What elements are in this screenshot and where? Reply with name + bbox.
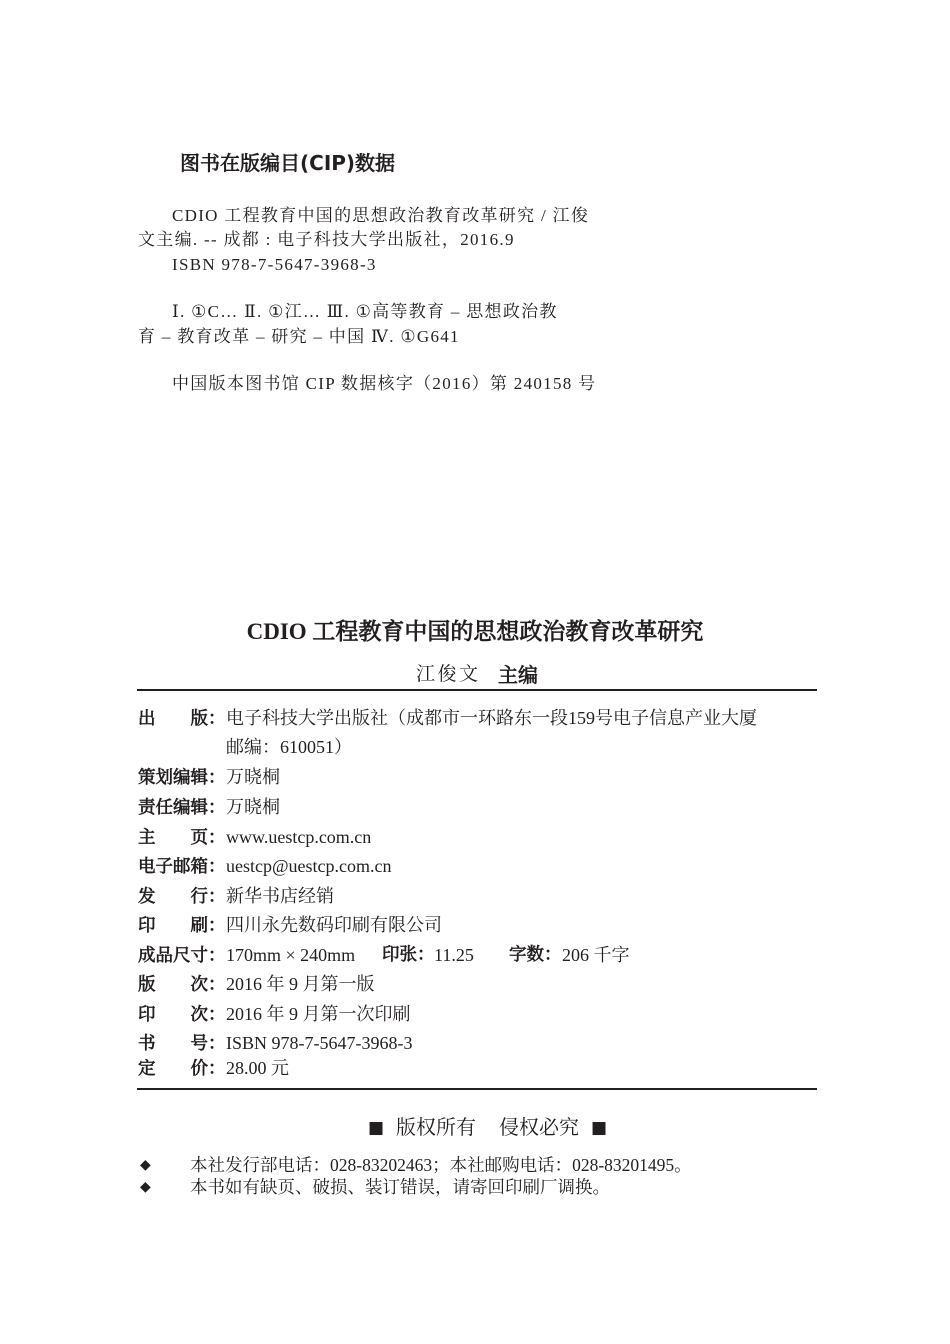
author-role: 主编	[498, 663, 538, 687]
printing-value: 四川永先数码印刷有限公司	[226, 915, 442, 935]
publisher-row-cont	[138, 733, 818, 761]
bottom-rule	[137, 1088, 817, 1090]
cip-line-subjects: Ⅰ. ①C… Ⅱ. ①江… Ⅲ. ①高等教育 – 思想政治教	[172, 302, 558, 321]
cip-heading: 图书在版编目(CIP)数据	[180, 151, 396, 175]
price-label: 定 价：	[138, 1059, 226, 1079]
format-row	[138, 941, 818, 969]
word-count-label: 字数：	[509, 945, 562, 965]
homepage-value: www.uestcp.com.cn	[226, 827, 372, 847]
edition-value: 2016 年 9 月第一版	[226, 974, 375, 994]
planning-editor-value: 万晓桐	[226, 767, 280, 787]
responsible-editor-value: 万晓桐	[226, 797, 280, 817]
edition-row	[138, 970, 818, 998]
impression-label: 印 次：	[138, 1005, 226, 1025]
author-name: 江俊文	[416, 664, 481, 685]
impression-value: 2016 年 9 月第一次印刷	[226, 1004, 411, 1024]
homepage-row	[138, 823, 818, 851]
isbn-row	[138, 1029, 818, 1057]
diamond-bullet-icon: ◆	[140, 1179, 151, 1195]
format-value: 170mm × 240mm	[226, 945, 356, 965]
email-row	[138, 852, 818, 880]
diamond-bullet-icon: ◆	[140, 1157, 151, 1173]
cip-line-title: CDIO 工程教育中国的思想政治教育改革研究 / 江俊	[172, 206, 590, 225]
publisher-label: 出 版：	[138, 709, 226, 729]
cip-line-subjects-cont: 育 – 教育改革 – 研究 – 中国 Ⅳ. ①G641	[138, 327, 460, 346]
responsible-editor-row	[138, 793, 818, 821]
price-value: 28.00 元	[226, 1058, 289, 1078]
sheets-value: 11.25	[434, 945, 474, 965]
publisher-postcode: 邮编：610051）	[226, 737, 352, 757]
format-label: 成品尺寸：	[138, 946, 226, 966]
publisher-row	[138, 704, 818, 732]
copyright-text-right: 侵权必究	[499, 1117, 579, 1139]
publisher-value: 电子科技大学出版社（成都市一环路东一段159号电子信息产业大厦	[226, 708, 757, 728]
black-square-icon: ■	[591, 1118, 608, 1138]
email-value: uestcp@uestcp.com.cn	[226, 856, 392, 876]
homepage-label: 主 页：	[138, 828, 226, 848]
printing-label: 印 刷：	[138, 916, 226, 936]
isbn-value: ISBN 978-7-5647-3968-3	[226, 1033, 413, 1053]
impression-row	[138, 1000, 818, 1028]
email-label: 电子邮箱：	[138, 857, 226, 877]
book-title: CDIO 工程教育中国的思想政治教育改革研究	[246, 619, 704, 644]
price-row	[138, 1054, 818, 1082]
cip-line-isbn: ISBN 978-7-5647-3968-3	[172, 255, 377, 274]
planning-editor-row	[138, 763, 818, 791]
black-square-icon: ■	[368, 1118, 385, 1138]
copyright-text-left: 版权所有	[396, 1117, 476, 1139]
edition-label: 版 次：	[138, 975, 226, 995]
distribution-label: 发 行：	[138, 887, 226, 907]
planning-editor-label: 策划编辑：	[138, 768, 226, 788]
cip-line-publisher: 文主编. -- 成都 : 电子科技大学出版社，2016.9	[138, 230, 515, 249]
note-returns: 本书如有缺页、破损、装订错误，请寄回印刷厂调换。	[190, 1177, 610, 1197]
distribution-row	[138, 882, 818, 910]
sheets-label: 印张：	[382, 945, 435, 965]
distribution-value: 新华书店经销	[226, 886, 334, 906]
isbn-label: 书 号：	[138, 1034, 226, 1054]
cip-line-record-number: 中国版本图书馆 CIP 数据核字（2016）第 240158 号	[172, 374, 597, 393]
top-rule	[137, 689, 817, 691]
printing-row	[138, 911, 818, 939]
note-phone: 本社发行部电话：028-83202463；本社邮购电话：028-83201495。	[190, 1155, 692, 1175]
responsible-editor-label: 责任编辑：	[138, 798, 226, 818]
word-count-value: 206 千字	[562, 945, 630, 965]
